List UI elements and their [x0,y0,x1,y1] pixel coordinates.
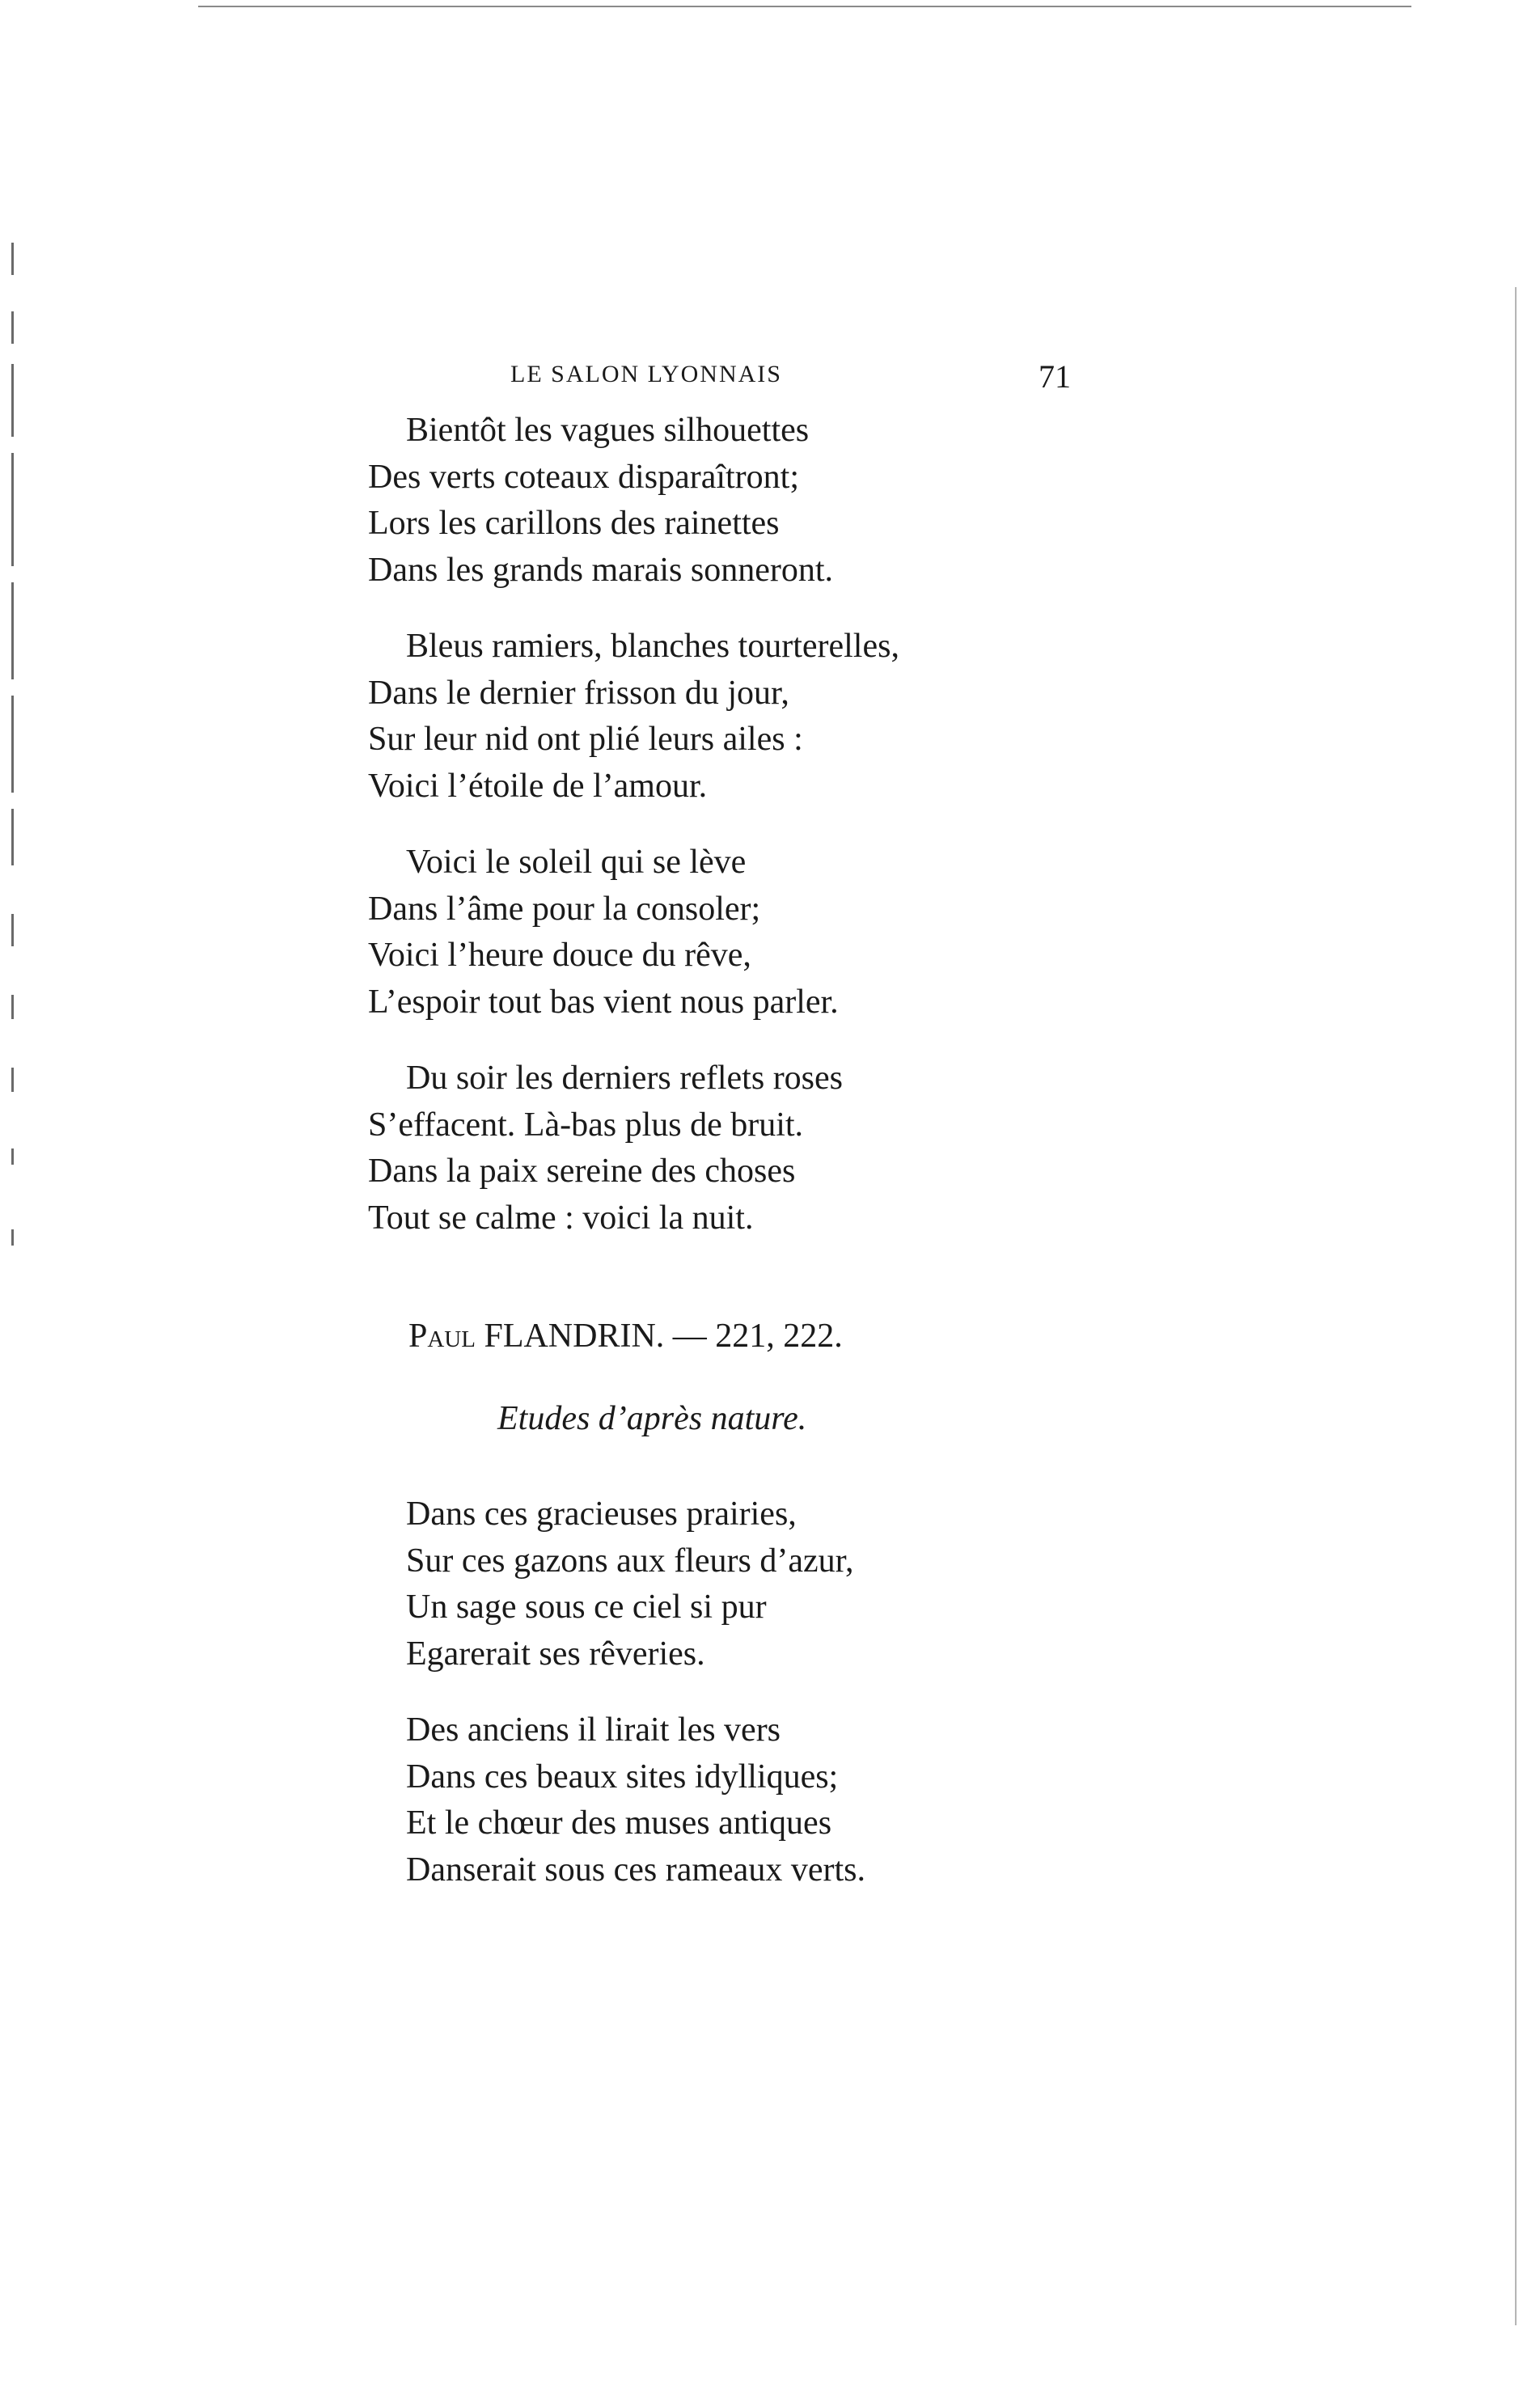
verse-line: Bleus ramiers, blanches tourterelles, [406,628,899,665]
section-heading [408,1312,1177,1360]
verse-line: Des verts coteaux disparaîtront; [368,458,799,496]
stanza [368,1707,1177,1893]
page-number: 71 [1039,358,1071,395]
verse-line: Des anciens il lirait les vers [406,1711,781,1749]
verse-line: Sur leur nid ont plié leurs ailes : [368,721,803,758]
stanza [368,408,1177,594]
verse-line: Dans la paix sereine des choses [368,1153,796,1190]
left-edge-mark [11,1068,14,1092]
stanza [368,1491,1177,1677]
artist-name: Paul FLANDRIN. [408,1318,665,1355]
verse-line: Dans les grands marais sonneront. [368,551,834,589]
stanza [368,624,1177,810]
verse-line: Egarerait ses rêveries. [406,1635,705,1673]
left-edge-mark [11,311,14,344]
left-edge-mark [11,1148,14,1165]
catalogue-numbers: — 221, 222. [672,1318,843,1355]
right-page-edge [1515,287,1517,2325]
left-edge-mark [11,453,14,566]
verse-line: Dans le dernier frisson du jour, [368,674,789,712]
verse-line: Et le chœur des muses antiques [406,1804,832,1842]
verse-line: S’effacent. Là-bas plus de bruit. [368,1106,804,1144]
left-edge-mark [11,243,14,275]
left-edge-mark [11,995,14,1019]
left-edge-mark [11,1229,14,1246]
poem [368,1491,1177,1893]
running-head: LE SALON LYONNAIS [510,361,782,387]
page-body [368,408,1177,1923]
left-edge-mark [11,809,14,865]
verse-line: Du soir les derniers reflets roses [406,1060,844,1097]
verse-line: Sur ces gazons aux fleurs d’azur, [406,1542,854,1580]
verse-line: Bientôt les vagues silhouettes [406,412,810,449]
verse-line: Lors les carillons des rainettes [368,505,780,542]
left-edge-mark [11,582,14,679]
verse-line: Dans ces gracieuses prairies, [406,1495,797,1533]
stanza [368,1055,1177,1242]
verse-line: Voici l’étoile de l’amour. [368,767,708,805]
verse-line: L’espoir tout bas vient nous parler. [368,983,839,1021]
section-subtitle: Etudes d’après nature. [497,1400,807,1437]
left-edge-mark [11,914,14,946]
verse-line: Dans ces beaux sites idylliques; [406,1758,839,1796]
stanza [368,840,1177,1026]
verse-line: Dans l’âme pour la consoler; [368,890,761,928]
page-header [0,358,1540,401]
poem [368,408,1177,1242]
verse-line: Un sage sous ce ciel si pur [406,1588,767,1626]
verse-line: Voici le soleil qui se lève [406,844,747,881]
verse-line: Tout se calme : voici la nuit. [368,1199,754,1237]
verse-line: Voici l’heure douce du rêve, [368,937,751,974]
verse-line: Danserait sous ces rameaux verts. [406,1851,865,1889]
left-edge-mark [11,696,14,793]
top-edge-rule [198,6,1411,7]
